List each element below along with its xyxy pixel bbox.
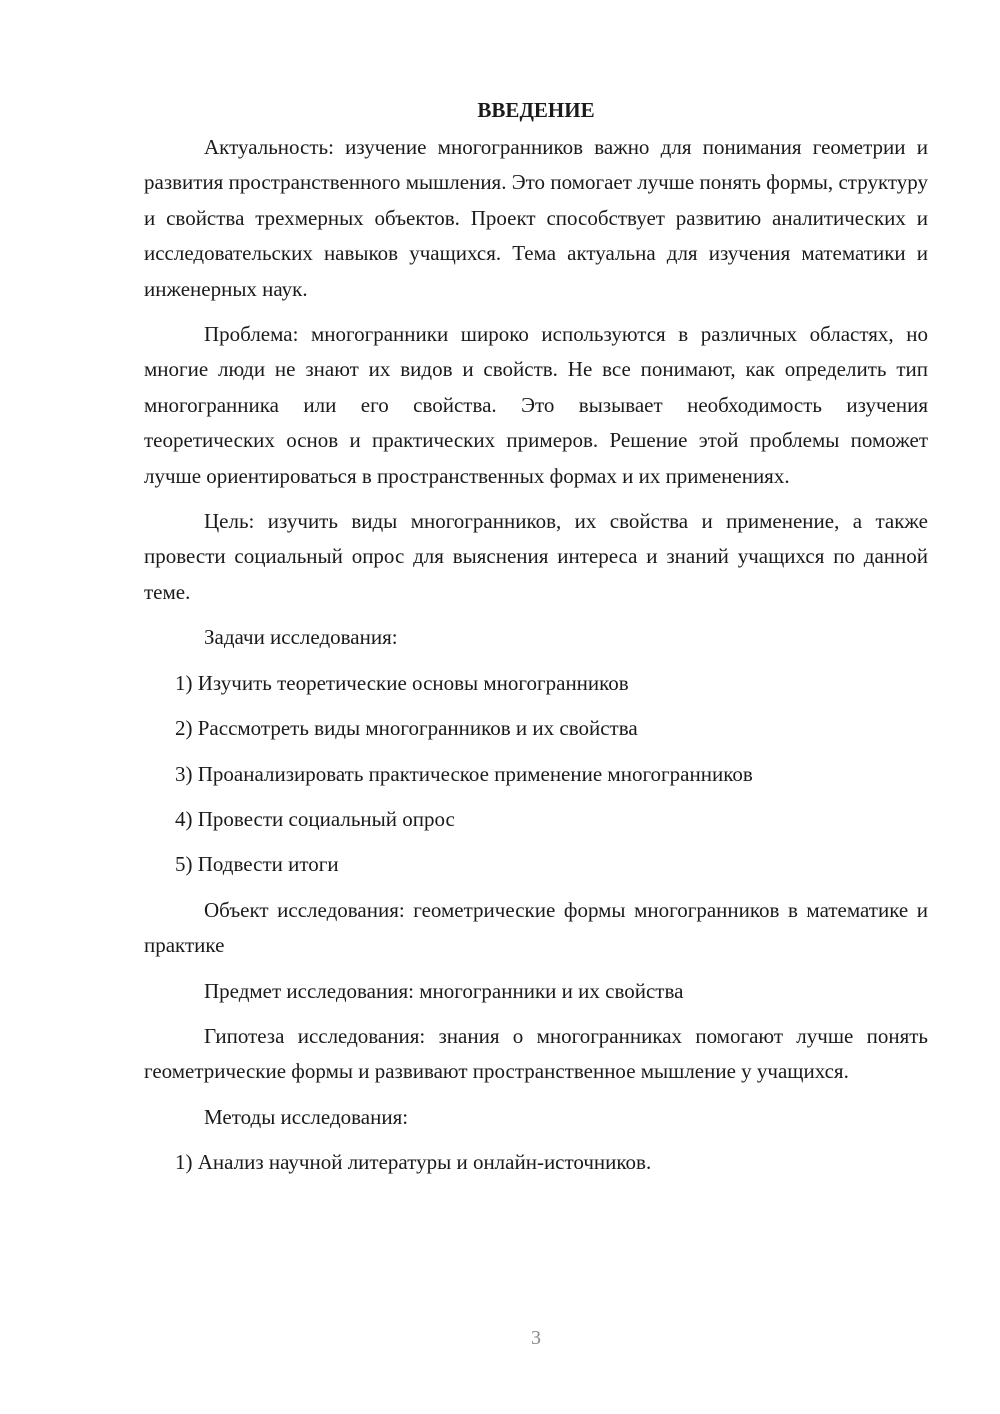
methods-list bbox=[144, 1145, 928, 1180]
page-title: ВВЕДЕНИЕ bbox=[477, 98, 595, 122]
list-item: 1) Анализ научной литературы и онлайн-источников. bbox=[175, 1150, 652, 1175]
list-item: 4) Провести социальный опрос bbox=[175, 806, 455, 831]
list-item: 5) Подвести итоги bbox=[175, 852, 339, 877]
list-item: 3) Проанализировать практическое применение многогранников bbox=[175, 761, 753, 786]
methods-heading: Методы исследования: bbox=[204, 1104, 409, 1129]
list-item: 2) Рассмотреть виды многогранников и их свойства bbox=[175, 716, 638, 741]
tasks-list bbox=[144, 666, 928, 883]
page-number: 3 bbox=[531, 1327, 541, 1349]
paragraph-problem: Проблема: многогранники широко используются в различных областях, но многие люди не знают их видов и свойств. Не все понимают, как определить тип многогранника или его свойства. Это вызывает необходимость изучения теоретических основ и практических примеров. Решение этой проблемы поможет лучше ориентироваться в пространственных формах и их применениях. bbox=[144, 322, 928, 488]
list-item: 1) Изучить теоретические основы многогранников bbox=[175, 670, 629, 695]
paragraph-relevance: Актуальность: изучение многогранников важно для понимания геометрии и развития пространственного мышления. Это помогает лучше понять формы, структуру и свойства трехмерных объектов. Проект способствует развитию аналитических и исследовательских навыков учащихся. Тема актуальна для изучения математики и инженерных наук. bbox=[144, 135, 928, 301]
paragraph-object: Объект исследования: геометрические формы многогранников в математике и практике bbox=[144, 897, 928, 958]
paragraph-hypothesis: Гипотеза исследования: знания о многогранниках помогают лучше понять геометрические формы и развивают пространственное мышление у учащихся. bbox=[144, 1023, 928, 1084]
tasks-heading: Задачи исследования: bbox=[204, 625, 398, 650]
paragraph-subject: Предмет исследования: многогранники и их свойства bbox=[204, 978, 684, 1003]
paragraph-goal: Цель: изучить виды многогранников, их свойства и применение, а также провести социальный опрос для выяснения интереса и знаний учащихся по данной теме. bbox=[144, 509, 928, 604]
document-page bbox=[144, 92, 928, 1191]
